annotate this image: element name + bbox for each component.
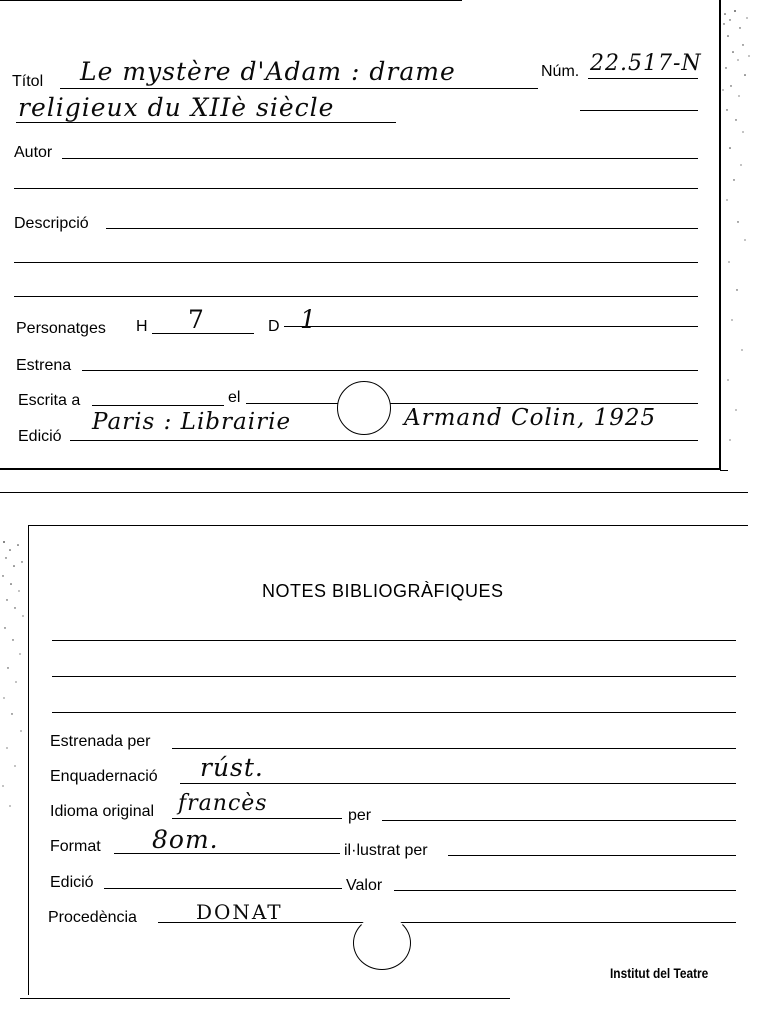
notes-line-2 (52, 676, 736, 677)
card2-top-edge (28, 525, 748, 526)
written-at-line (92, 405, 224, 406)
edition-handwriting-1: Paris : Librairie (92, 409, 292, 435)
scan-speckle-right (721, 0, 759, 470)
author-line-2 (14, 188, 698, 189)
original-language-handwriting: francès (178, 791, 268, 816)
illustrated-by-label: il·lustrat per (344, 842, 428, 859)
format-label: Format (50, 838, 101, 855)
characters-label: Personatges (16, 320, 106, 337)
title-line-2-right (580, 110, 698, 111)
punch-hole-top (337, 381, 391, 435)
by-label: per (348, 807, 372, 824)
written-at-label: Escrita a (18, 392, 81, 409)
format-line (114, 853, 340, 854)
number-line (588, 78, 698, 79)
author-label: Autor (14, 144, 53, 161)
premiered-by-line (172, 748, 736, 749)
title-line-2 (16, 122, 396, 123)
description-line (106, 228, 698, 229)
notes-line-3 (52, 712, 736, 713)
illustrated-by-line (448, 855, 736, 856)
original-language-line (172, 818, 342, 819)
value-label: Valor (346, 877, 383, 894)
card-top-edge (0, 0, 462, 1)
title-label: Títol (12, 73, 44, 90)
characters-h-label: H (136, 318, 148, 335)
characters-d-label: D (268, 318, 280, 335)
description-line-3 (14, 296, 698, 297)
characters-h-value: 7 (188, 305, 205, 334)
author-line (62, 158, 698, 159)
provenance-handwriting: DONAT (196, 900, 283, 924)
title-line (60, 88, 538, 89)
binding-handwriting: rúst. (200, 753, 264, 782)
binding-label: Enquadernació (50, 768, 158, 785)
page-separator (0, 492, 748, 493)
card2-bottom-edge (20, 998, 510, 999)
card2-edition-line (104, 888, 342, 889)
notes-line-1 (52, 640, 736, 641)
number-handwriting: 22.517-N (590, 51, 702, 76)
card2-edition-label: Edició (50, 874, 94, 891)
premiere-line (82, 370, 698, 371)
binding-line (180, 783, 736, 784)
characters-d-line (284, 326, 698, 327)
card2-left-edge (28, 525, 29, 995)
institution-footer: Institut del Teatre (610, 965, 709, 981)
format-handwriting: 8om. (152, 825, 219, 854)
title-handwriting-line1: Le mystère d'Adam : drame (80, 57, 456, 86)
description-label: Descripció (14, 215, 89, 232)
value-line (394, 890, 736, 891)
premiere-label: Estrena (16, 357, 72, 374)
by-line (382, 820, 736, 821)
title-handwriting-line2: religieux du XIIè siècle (18, 93, 335, 122)
provenance-label: Procedència (48, 909, 137, 926)
number-label: Núm. (541, 63, 580, 80)
card-bottom-edge (0, 468, 720, 470)
notes-heading: NOTES BIBLIOGRÀFIQUES (262, 581, 504, 601)
description-line-2 (14, 262, 698, 263)
scan-speckle-left (0, 536, 30, 836)
premiered-by-label: Estrenada per (50, 733, 151, 750)
original-language-label: Idioma original (50, 803, 155, 820)
catalog-card-top (0, 0, 759, 480)
edition-line (70, 440, 698, 441)
characters-d-value: 1 (300, 305, 317, 334)
edition-label: Edició (18, 428, 62, 445)
punch-hole-bottom (353, 916, 411, 970)
written-on-label: el (228, 389, 241, 406)
edition-handwriting-2: Armand Colin, 1925 (404, 405, 657, 431)
card-bottom-edge-right (720, 470, 728, 471)
catalog-card-bottom (0, 500, 759, 1028)
